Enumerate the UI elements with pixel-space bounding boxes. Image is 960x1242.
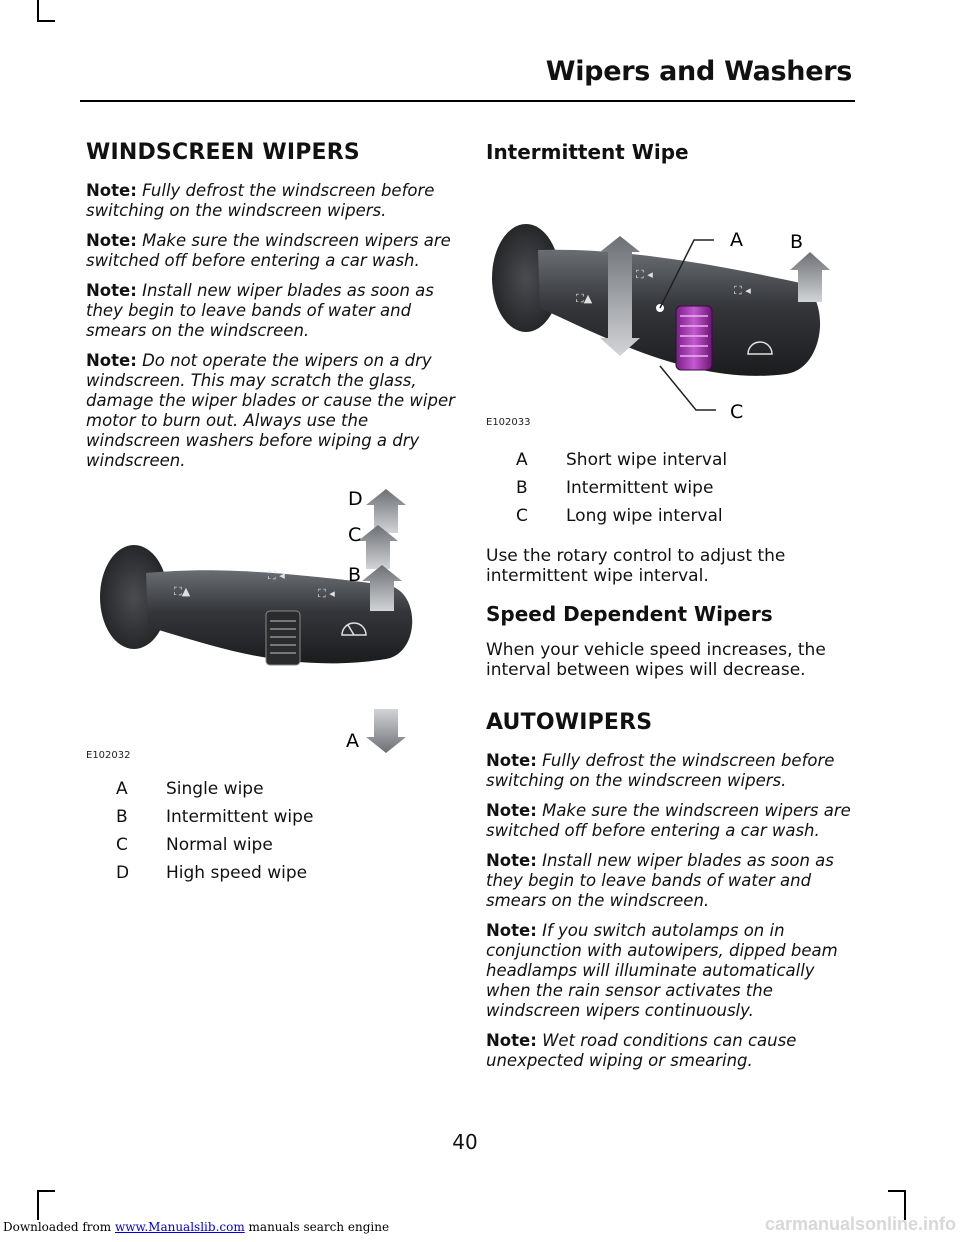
header-rule [80, 100, 855, 102]
wiper-stalk-figure [86, 481, 458, 761]
svg-text:⛶ ◂: ⛶ ◂ [318, 587, 335, 600]
legend-table [516, 446, 727, 530]
figure-letter-b: B [348, 564, 362, 586]
figure-letter-a: A [730, 229, 743, 251]
page-number: 40 [452, 1130, 478, 1154]
legend-row: A Short wipe interval [516, 450, 728, 470]
legend-row: A Single wipe [116, 779, 264, 799]
figure-code: E102032 [86, 750, 131, 761]
crop-mark [37, 1190, 55, 1192]
note: Note: Do not operate the wipers on a dry windscreen. This may scratch the glass, damage the wiper blades or cause the wiper motor to burn out. Always use the windscreen washers before wiping a dry windscreen. [86, 351, 455, 470]
footer [3, 1220, 389, 1234]
crop-mark [37, 0, 39, 22]
legend-row: B Intermittent wipe [516, 478, 714, 498]
note: Note: Fully defrost the windscreen before switching on the windscreen wipers. [86, 181, 435, 220]
note: Note: Fully defrost the windscreen before switching on the windscreen wipers. [486, 751, 835, 790]
svg-text:⛶▲: ⛶▲ [576, 292, 593, 305]
svg-text:⛶ ◂: ⛶ ◂ [636, 268, 653, 281]
crop-mark [37, 1190, 39, 1220]
legend-row: C Long wipe interval [516, 506, 723, 526]
body-text: When your vehicle speed increases, the interval between wipes will decrease. [486, 640, 826, 680]
right-column [486, 140, 858, 1081]
sub-heading: Speed Dependent Wipers [486, 602, 773, 626]
note: Note: Make sure the windscreen wipers are switched off before entering a car wash. [86, 231, 451, 270]
note: Note: Install new wiper blades as soon as they begin to leave bands of water and smears on the windscreen. [486, 851, 834, 910]
body-text: Use the rotary control to adjust the intermittent wipe interval. [486, 546, 786, 586]
figure-letter-c: C [348, 524, 362, 546]
intermittent-stalk-illustration [486, 178, 858, 428]
arrow-d-icon [366, 489, 406, 533]
figure-code: E102033 [486, 417, 531, 428]
note: Note: Install new wiper blades as soon as they begin to leave bands of water and smears on the windscreen. [86, 281, 434, 340]
section-heading: WINDSCREEN WIPERS [86, 140, 360, 165]
manualslib-link[interactable]: www.Manualslib.com [114, 1220, 245, 1234]
figure-letter-d: D [348, 488, 363, 510]
footer-prefix: Downloaded from [3, 1220, 112, 1234]
section-heading: Intermittent Wipe [486, 140, 689, 164]
svg-text:⛶ ◂: ⛶ ◂ [734, 284, 751, 297]
figure-letter-c: C [730, 401, 744, 423]
svg-text:⛶ ◂: ⛶ ◂ [268, 569, 285, 582]
page-header: Wipers and Washers [545, 56, 852, 87]
note: Note: Make sure the windscreen wipers are switched off before entering a car wash. [486, 801, 851, 840]
figure-letter-a: A [346, 730, 359, 752]
footer-suffix: manuals search engine [248, 1220, 390, 1234]
svg-text:⛶▲: ⛶▲ [174, 585, 191, 598]
figure-letter-b: B [790, 231, 804, 253]
legend-row: C Normal wipe [116, 835, 273, 855]
legend-table [116, 775, 313, 887]
legend-row: B Intermittent wipe [116, 807, 314, 827]
legend-row: D High speed wipe [116, 863, 308, 883]
watermark: carmanualsonline.info [764, 1214, 956, 1234]
section-heading: AUTOWIPERS [486, 710, 653, 735]
note: Note: If you switch autolamps on in conjunction with autowipers, dipped beam headlamps will illuminate automatically when the rain sensor activates the windscreen wipers continuously. [486, 921, 838, 1020]
crop-mark [888, 1190, 906, 1192]
arrow-a-icon [366, 709, 406, 753]
intermittent-stalk-figure [486, 178, 858, 428]
left-column [86, 140, 458, 903]
note: Note: Wet road conditions can cause unexpected wiping or smearing. [486, 1031, 797, 1070]
wiper-stalk-illustration [86, 481, 458, 761]
crop-mark [37, 20, 55, 22]
